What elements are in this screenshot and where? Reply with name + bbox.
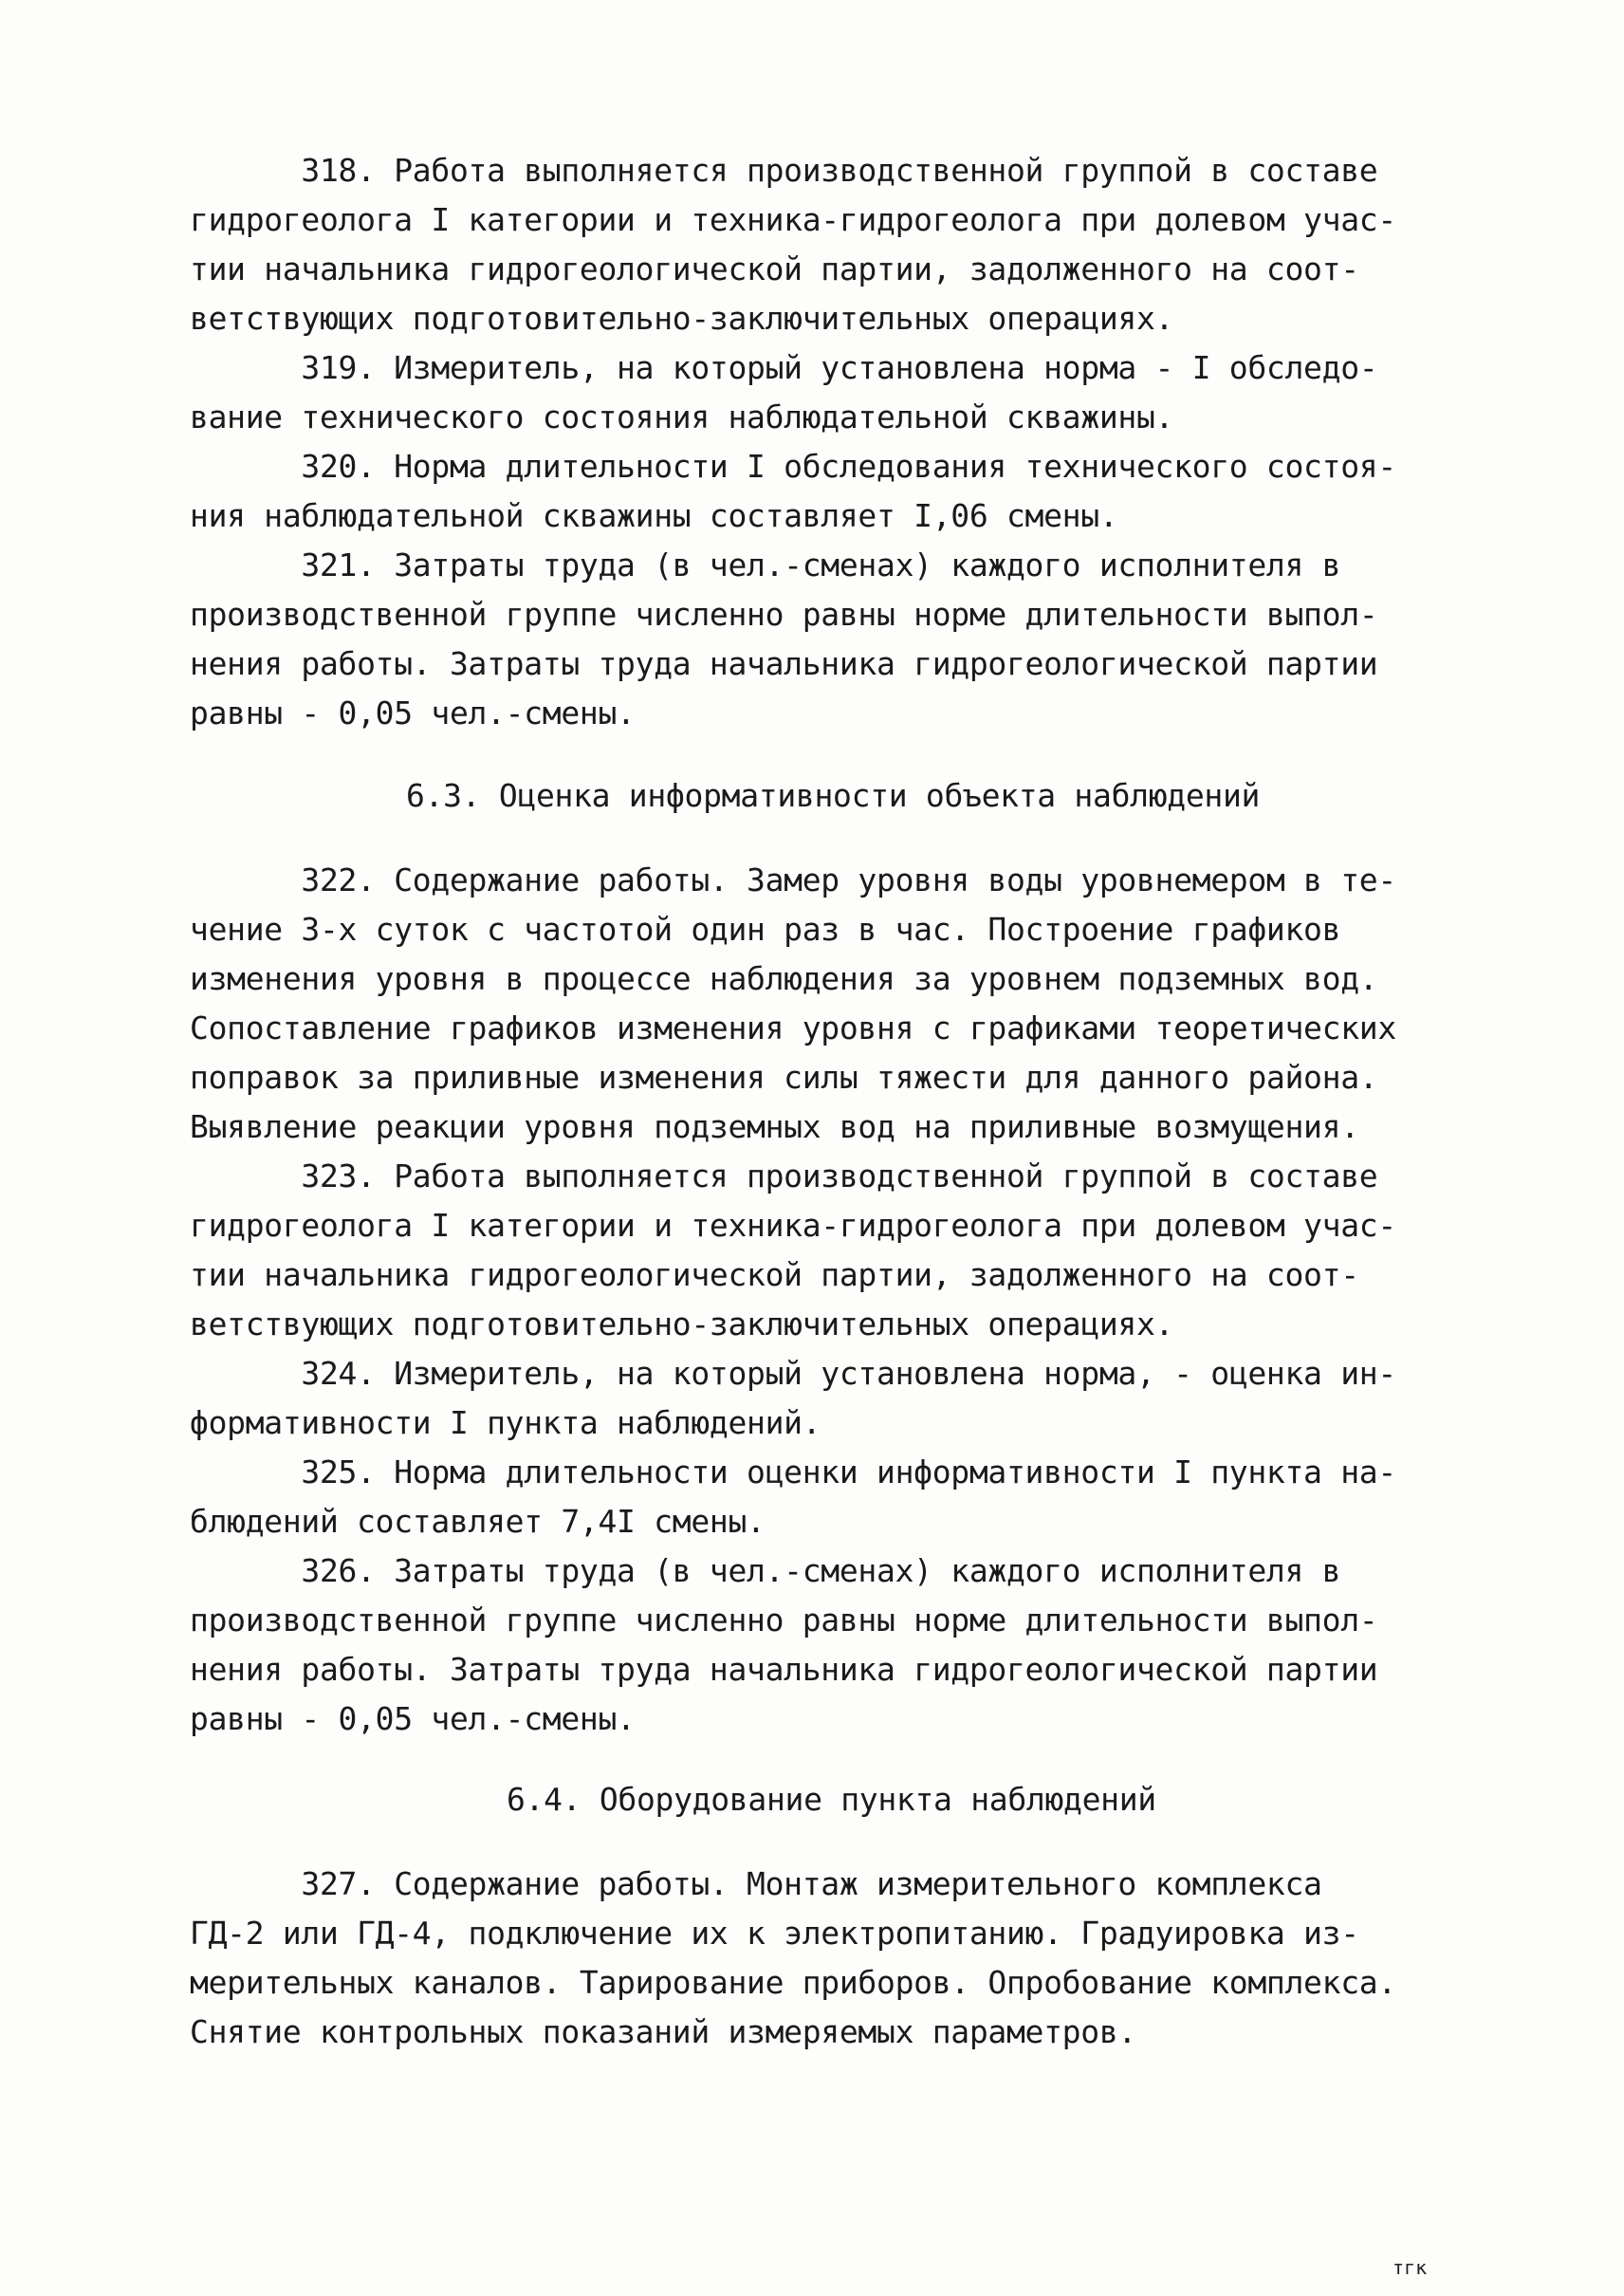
p326-line-1: 326. Затраты труда (в чел.-сменах) каждого исполнителя в xyxy=(190,1552,1341,1589)
p327-line-4: Снятие контрольных показаний измеряемых параметров. xyxy=(190,2013,1136,2050)
p318-line-4: ветствующих подготовительно-заключительных операциях. xyxy=(190,300,1174,337)
p327-line-1: 327. Содержание работы. Монтаж измерительного комплекса xyxy=(190,1865,1322,1902)
p322-line-5: поправок за приливные изменения силы тяжести для данного района. xyxy=(190,1059,1378,1096)
p323-line-4: ветствующих подготовительно-заключительных операциях. xyxy=(190,1305,1174,1342)
p321-line-1: 321. Затраты труда (в чел.-сменах) каждого исполнителя в xyxy=(190,546,1341,583)
p318-line-3: тии начальника гидрогеологической партии, задолженного на соот- xyxy=(190,250,1359,287)
p327-line-3: мерительных каналов. Тарирование приборов. Опробование комплекса. xyxy=(190,1964,1396,2001)
p318-line-2: гидрогеолога I категории и техника-гидрогеолога при долевом учас- xyxy=(190,201,1396,238)
section-heading-6-3: 6.3. Оценка информативности объекта наблюдений xyxy=(406,777,1261,814)
page-mark: тгк xyxy=(1393,2256,1428,2279)
p325-line-2: блюдений составляет 7,4I смены. xyxy=(190,1503,766,1540)
p323-line-2: гидрогеолога I категории и техника-гидрогеолога при долевом учас- xyxy=(190,1207,1396,1244)
section-heading-6-4: 6.4. Оборудование пункта наблюдений xyxy=(507,1781,1156,1818)
p321-line-3: нения работы. Затраты труда начальника гидрогеологической партии xyxy=(190,645,1378,682)
p326-line-2: производственной группе численно равны норме длительности выпол- xyxy=(190,1602,1378,1639)
p325-line-1: 325. Норма длительности оценки информативности I пункта на- xyxy=(190,1454,1396,1491)
p322-line-1: 322. Содержание работы. Замер уровня воды уровнемером в те- xyxy=(190,861,1396,898)
p323-line-1: 323. Работа выполняется производственной группой в составе xyxy=(190,1157,1378,1194)
p321-line-2: производственной группе численно равны норме длительности выпол- xyxy=(190,596,1378,633)
p322-line-3: изменения уровня в процессе наблюдения за уровнем подземных вод. xyxy=(190,960,1378,997)
p324-line-1: 324. Измеритель, на который установлена норма, - оценка ин- xyxy=(190,1355,1396,1392)
p324-line-2: формативности I пункта наблюдений. xyxy=(190,1404,821,1441)
p319-line-1: 319. Измеритель, на который установлена норма - I обследо- xyxy=(190,349,1378,386)
p318-line-1: 318. Работа выполняется производственной группой в составе xyxy=(190,152,1378,189)
p322-line-2: чение 3-х суток с частотой один раз в час. Построение графиков xyxy=(190,911,1341,948)
p326-line-3: нения работы. Затраты труда начальника гидрогеологической партии xyxy=(190,1651,1378,1688)
p320-line-2: ния наблюдательной скважины составляет I,06 смены. xyxy=(190,497,1118,534)
p327-line-2: ГД-2 или ГД-4, подключение их к электропитанию. Градуировка из- xyxy=(190,1915,1359,1952)
p326-line-4: равны - 0,05 чел.-смены. xyxy=(190,1700,636,1737)
p322-line-4: Сопоставление графиков изменения уровня с графиками теоретических xyxy=(190,1009,1396,1046)
p323-line-3: тии начальника гидрогеологической партии, задолженного на соот- xyxy=(190,1256,1359,1293)
p319-line-2: вание технического состояния наблюдательной скважины. xyxy=(190,398,1174,435)
p322-line-6: Выявление реакции уровня подземных вод на приливные возмущения. xyxy=(190,1108,1359,1145)
p321-line-4: равны - 0,05 чел.-смены. xyxy=(190,694,636,731)
p320-line-1: 320. Норма длительности I обследования технического состоя- xyxy=(190,448,1396,485)
